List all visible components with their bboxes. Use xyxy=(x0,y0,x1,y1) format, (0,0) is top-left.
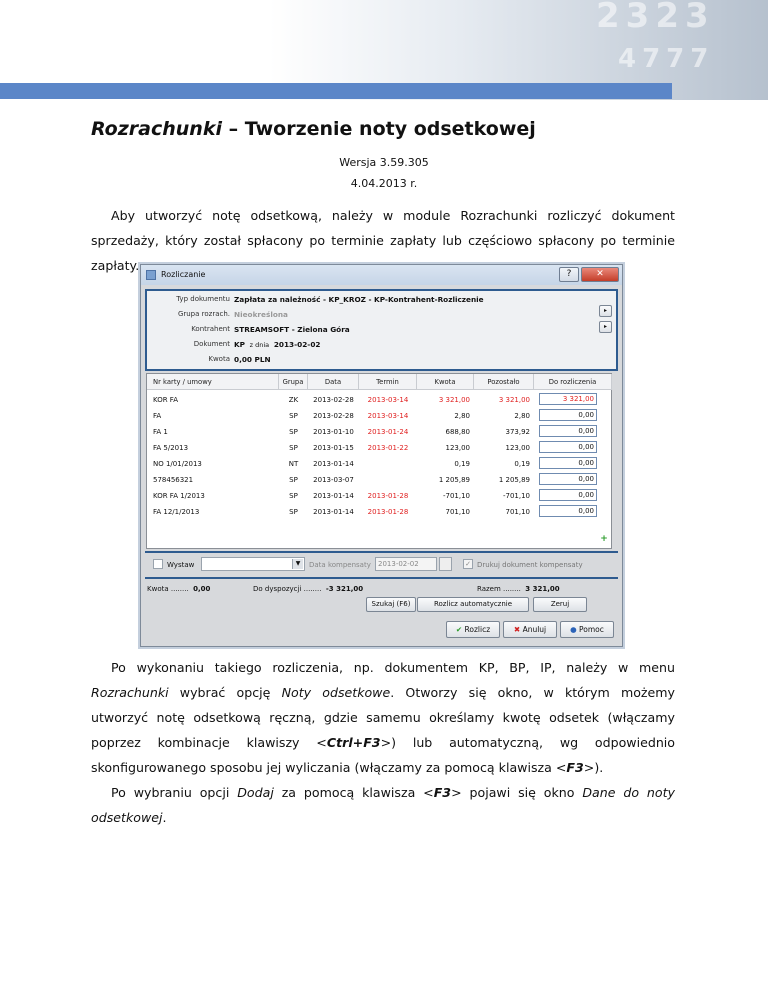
cell-nr: KOR FA xyxy=(153,396,178,404)
cell-poz: 3 321,00 xyxy=(498,396,530,404)
document-header-panel xyxy=(145,289,618,371)
wystaw-label: Wystaw xyxy=(167,561,195,569)
do-rozliczenia-input[interactable]: 0,00 xyxy=(539,409,597,421)
cell-poz: 2,80 xyxy=(514,412,530,420)
separator xyxy=(145,577,618,579)
column-header[interactable]: Nr karty / umowy xyxy=(147,374,279,390)
paragraph-3-line-1: Po wybraniu opcji Dodaj za pomocą klawisza <F3> pojawi się okno Dane do noty xyxy=(111,785,675,800)
cell-nr: FA xyxy=(153,412,162,420)
do-rozliczenia-input[interactable]: 0,00 xyxy=(539,425,597,437)
dialog-titlebar[interactable] xyxy=(141,265,622,285)
paragraph-2-line-1: Po wykonaniu takiego rozliczenia, np. dokumentem KP, BP, IP, należy w menu xyxy=(111,660,675,675)
settlement-table[interactable] xyxy=(146,373,612,549)
cell-kwota: 3 321,00 xyxy=(438,396,470,404)
paragraph-2-line-4: poprzez kombinacje klawiszy <Ctrl+F3>) lub automatyczną, wg odpowiednio xyxy=(91,735,676,750)
cell-data: 2013-01-14 xyxy=(313,460,354,468)
cell-nr: NO 1/01/2013 xyxy=(153,460,202,468)
data-kompensaty-label: Data kompensaty xyxy=(309,561,371,569)
chevron-right-icon: ▸ xyxy=(603,323,607,330)
cell-grupa: SP xyxy=(289,412,298,420)
cell-grupa: NT xyxy=(288,460,299,468)
cell-grupa: SP xyxy=(289,444,298,452)
szukaj-button[interactable]: Szukaj (F6) xyxy=(366,597,416,612)
cell-grupa: SP xyxy=(289,508,298,516)
cell-poz: 1 205,89 xyxy=(498,476,530,484)
cell-termin: 2013-01-28 xyxy=(367,508,409,516)
label-kontrahent: Kontrahent xyxy=(191,325,230,333)
column-header[interactable]: Data xyxy=(308,374,359,390)
cell-poz: 701,10 xyxy=(505,508,530,516)
value-kwota: 0,00 PLN xyxy=(234,355,271,364)
grupa-expand-button[interactable] xyxy=(599,305,612,317)
paragraph-2-line-5: skonfigurowanego sposobu jej wyliczania (włączamy za pomocą klawisza <F3>). xyxy=(91,760,604,775)
cell-poz: 0,19 xyxy=(514,460,530,468)
cell-grupa: SP xyxy=(289,428,298,436)
pomoc-button[interactable]: ● Pomoc xyxy=(560,621,614,638)
page-title: Rozrachunki – Tworzenie noty odsetkowej xyxy=(91,118,536,140)
label-kwota: Kwota xyxy=(208,355,230,363)
cell-data: 2013-02-28 xyxy=(313,412,354,420)
cell-kwota: -701,10 xyxy=(442,492,470,500)
cell-poz: 373,92 xyxy=(505,428,530,436)
cell-grupa: SP xyxy=(289,492,298,500)
paragraph-1-text: Aby utworzyć notę odsetkową, należy w module Rozrachunki rozliczyć dokument sprzedaży, który został spłacony po terminie zapłaty lub częściowo spłacony po terminie zapłaty. xyxy=(91,208,675,273)
cell-kwota: 701,10 xyxy=(445,508,470,516)
paragraph-2 xyxy=(91,655,675,830)
kwota-summary: Kwota ........ 0,00 xyxy=(147,585,211,593)
banner-digits-top: 2323 xyxy=(596,0,715,36)
rozlicz-button[interactable]: ✔ Rozlicz xyxy=(446,621,500,638)
cell-grupa: ZK xyxy=(288,396,299,404)
column-header[interactable]: Grupa xyxy=(279,374,308,390)
chevron-right-icon: ▸ xyxy=(603,307,607,314)
cell-termin: 2013-01-22 xyxy=(367,444,409,452)
do-rozliczenia-input[interactable]: 0,00 xyxy=(539,457,597,469)
cell-kwota: 688,80 xyxy=(445,428,470,436)
wystaw-checkbox[interactable] xyxy=(153,559,163,569)
cell-termin: 2013-01-28 xyxy=(367,492,409,500)
kontrahent-expand-button[interactable] xyxy=(599,321,612,333)
paragraph-2-line-2: Rozrachunki wybrać opcję Noty odsetkowe. Otworzy się okno, w którym możemy xyxy=(91,685,675,700)
cell-data: 2013-03-07 xyxy=(313,476,354,484)
check-icon: ✔ xyxy=(455,625,463,634)
column-header[interactable]: Do rozliczenia xyxy=(534,374,612,390)
cell-termin: 2013-03-14 xyxy=(367,396,409,404)
rozlicz-automatycznie-button[interactable]: Rozlicz automatycznie xyxy=(417,597,529,612)
cell-poz: 123,00 xyxy=(505,444,530,452)
cell-data: 2013-02-28 xyxy=(313,396,354,404)
column-header[interactable]: Pozostało xyxy=(474,374,534,390)
do-rozliczenia-input[interactable]: 0,00 xyxy=(539,489,597,501)
calendar-icon[interactable] xyxy=(439,557,452,571)
dialog-title: Rozliczanie xyxy=(161,270,206,279)
banner-digits-mid: 4777 xyxy=(618,44,715,74)
chevron-down-icon: ▼ xyxy=(292,559,303,569)
do-dyspozycji-summary: Do dyspozycji ........ -3 321,00 xyxy=(253,585,364,593)
cell-kwota: 1 205,89 xyxy=(438,476,470,484)
cross-icon: ✖ xyxy=(513,625,521,634)
close-icon: ✕ xyxy=(596,269,604,279)
cell-nr: FA 12/1/2013 xyxy=(153,508,200,516)
version-text: Wersja 3.59.305 xyxy=(339,156,429,169)
do-rozliczenia-input[interactable]: 0,00 xyxy=(539,505,597,517)
label-grupa: Grupa rozrach. xyxy=(177,310,230,318)
razem-summary: Razem ........ 3 321,00 xyxy=(477,585,560,593)
cell-data: 2013-01-10 xyxy=(313,428,354,436)
label-typ: Typ dokumentu xyxy=(176,295,230,303)
column-header[interactable]: Termin xyxy=(359,374,417,390)
wystaw-select[interactable] xyxy=(201,557,305,571)
cell-kwota: 123,00 xyxy=(445,444,470,452)
column-header[interactable]: Kwota xyxy=(417,374,474,390)
cell-nr: FA 5/2013 xyxy=(153,444,189,452)
cell-kwota: 0,19 xyxy=(454,460,470,468)
value-typ: Zapłata za należność - KP_KROZ - KP-Kontrahent-Rozliczenie xyxy=(234,295,484,304)
date-text: 4.04.2013 r. xyxy=(350,177,418,190)
cell-termin: 2013-03-14 xyxy=(367,412,409,420)
value-dokument: KP z dnia 2013-02-02 xyxy=(234,340,321,349)
cell-kwota: 2,80 xyxy=(454,412,470,420)
cell-nr: FA 1 xyxy=(153,428,168,436)
help-circle-icon: ● xyxy=(570,625,577,634)
value-kontrahent: STREAMSOFT - Zielona Góra xyxy=(234,325,350,334)
header-blue-bar xyxy=(0,83,672,99)
cell-poz: -701,10 xyxy=(502,492,530,500)
cell-nr: 578456321 xyxy=(153,476,194,484)
app-icon xyxy=(146,270,156,280)
paragraph-3-line-2: odsetkowej. xyxy=(91,810,167,825)
separator xyxy=(145,551,618,553)
cell-data: 2013-01-14 xyxy=(313,492,354,500)
settlement-dialog xyxy=(140,264,623,647)
question-icon: ? xyxy=(566,269,572,279)
close-button[interactable] xyxy=(581,267,619,282)
do-rozliczenia-input[interactable]: 0,00 xyxy=(539,473,597,485)
add-row-icon[interactable]: + xyxy=(600,534,608,544)
cell-grupa: SP xyxy=(289,476,298,484)
value-grupa: Nieokreślona xyxy=(234,310,288,319)
do-rozliczenia-input[interactable]: 0,00 xyxy=(539,441,597,453)
paragraph-2-line-3: utworzyć notę odsetkową ręczną, gdzie samemu określamy kwotę odsetek (włączamy xyxy=(91,710,675,725)
cell-nr: KOR FA 1/2013 xyxy=(153,492,205,500)
drukuj-checkbox[interactable]: ✓ xyxy=(463,559,473,569)
header-banner xyxy=(0,0,768,100)
help-button[interactable] xyxy=(559,267,579,282)
do-rozliczenia-input[interactable]: 3 321,00 xyxy=(539,393,597,405)
data-kompensaty-field[interactable]: 2013-02-02 xyxy=(375,557,437,571)
anuluj-button[interactable]: ✖ Anuluj xyxy=(503,621,557,638)
cell-termin: 2013-01-24 xyxy=(367,428,409,436)
drukuj-label: Drukuj dokument kompensaty xyxy=(477,561,583,569)
zeruj-button[interactable]: Zeruj xyxy=(533,597,587,612)
cell-data: 2013-01-15 xyxy=(313,444,354,452)
cell-data: 2013-01-14 xyxy=(313,508,354,516)
label-dokument: Dokument xyxy=(193,340,230,348)
